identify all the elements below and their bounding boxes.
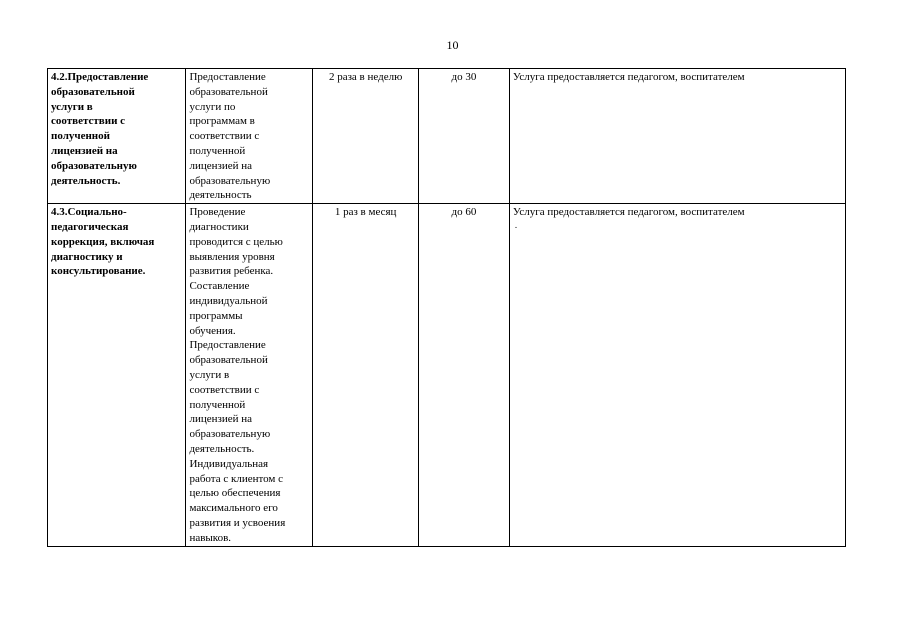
service-name-line: соответствии с	[51, 115, 126, 128]
description-line: услуги по	[189, 100, 236, 113]
service-name-line: образовательную	[51, 159, 137, 172]
description-line: работа с клиентом с	[189, 472, 284, 485]
service-name-line: деятельность.	[51, 174, 121, 187]
service-name-line: 4.3.Социально-	[51, 206, 127, 219]
provider-note: .	[514, 219, 518, 230]
description-line: Проведение	[189, 206, 246, 219]
description-line: образовательной	[189, 354, 268, 367]
service-name-line: коррекция, включая	[51, 235, 155, 248]
description-line: программам в	[189, 115, 255, 128]
service-name-line: педагогическая	[51, 220, 129, 233]
provider-cell	[509, 204, 845, 546]
description-line: Составление	[189, 280, 250, 293]
service-name-line: лицензией на	[51, 144, 118, 157]
services-table	[47, 68, 846, 547]
service-name-cell	[48, 69, 186, 204]
description-line: деятельность	[189, 189, 252, 202]
service-name-line: услуги в	[51, 100, 93, 113]
page-number: 10	[446, 38, 459, 52]
description-line: программы	[189, 309, 243, 322]
table-row	[48, 69, 846, 204]
description-line: Индивидуальная	[189, 457, 269, 470]
frequency-cell: 1 раз в месяц	[313, 204, 419, 546]
description-line: образовательную	[189, 428, 271, 441]
service-name-line: 4.2.Предоставление	[51, 71, 149, 83]
description-line: образовательной	[189, 85, 268, 98]
service-description-cell	[186, 69, 313, 204]
description-line: развития ребенка.	[189, 265, 274, 278]
description-line: обучения.	[189, 324, 236, 337]
service-name-cell	[48, 204, 186, 546]
description-line: развития и усвоения	[189, 516, 286, 529]
description-line: диагностики	[189, 220, 249, 233]
duration-cell: до 30	[418, 69, 509, 204]
provider-text: Услуга предоставляется педагогом, воспитателем	[512, 206, 745, 219]
service-description-cell	[186, 204, 313, 546]
description-line: максимального его	[189, 502, 278, 515]
description-line: Предоставление	[189, 71, 266, 83]
provider-cell: Услуга предоставляется педагогом, воспитателем	[509, 69, 845, 204]
description-line: Предоставление	[189, 339, 266, 352]
description-line: соответствии с	[189, 130, 260, 143]
description-line: полученной	[189, 398, 246, 411]
description-line: лицензией на	[189, 159, 253, 172]
description-line: услуги в	[189, 368, 230, 381]
description-line: навыков.	[189, 531, 232, 544]
frequency-cell: 2 раза в неделю	[313, 69, 419, 204]
service-name-line: образовательной	[51, 85, 135, 98]
description-line: деятельность.	[189, 442, 255, 455]
duration-cell: до 60	[418, 204, 509, 546]
description-line: полученной	[189, 144, 246, 157]
service-name-line: консультирование.	[51, 265, 146, 278]
table-row	[48, 204, 846, 546]
service-name-line: полученной	[51, 130, 110, 143]
description-line: индивидуальной	[189, 294, 268, 307]
description-line: проводится с целью	[189, 235, 283, 248]
description-line: целью обеспечения	[189, 487, 281, 500]
description-line: образовательную	[189, 174, 271, 187]
description-line: лицензией на	[189, 413, 253, 426]
service-name-line: диагностику и	[51, 250, 123, 263]
description-line: выявления уровня	[189, 250, 275, 263]
description-line: соответствии с	[189, 383, 260, 396]
